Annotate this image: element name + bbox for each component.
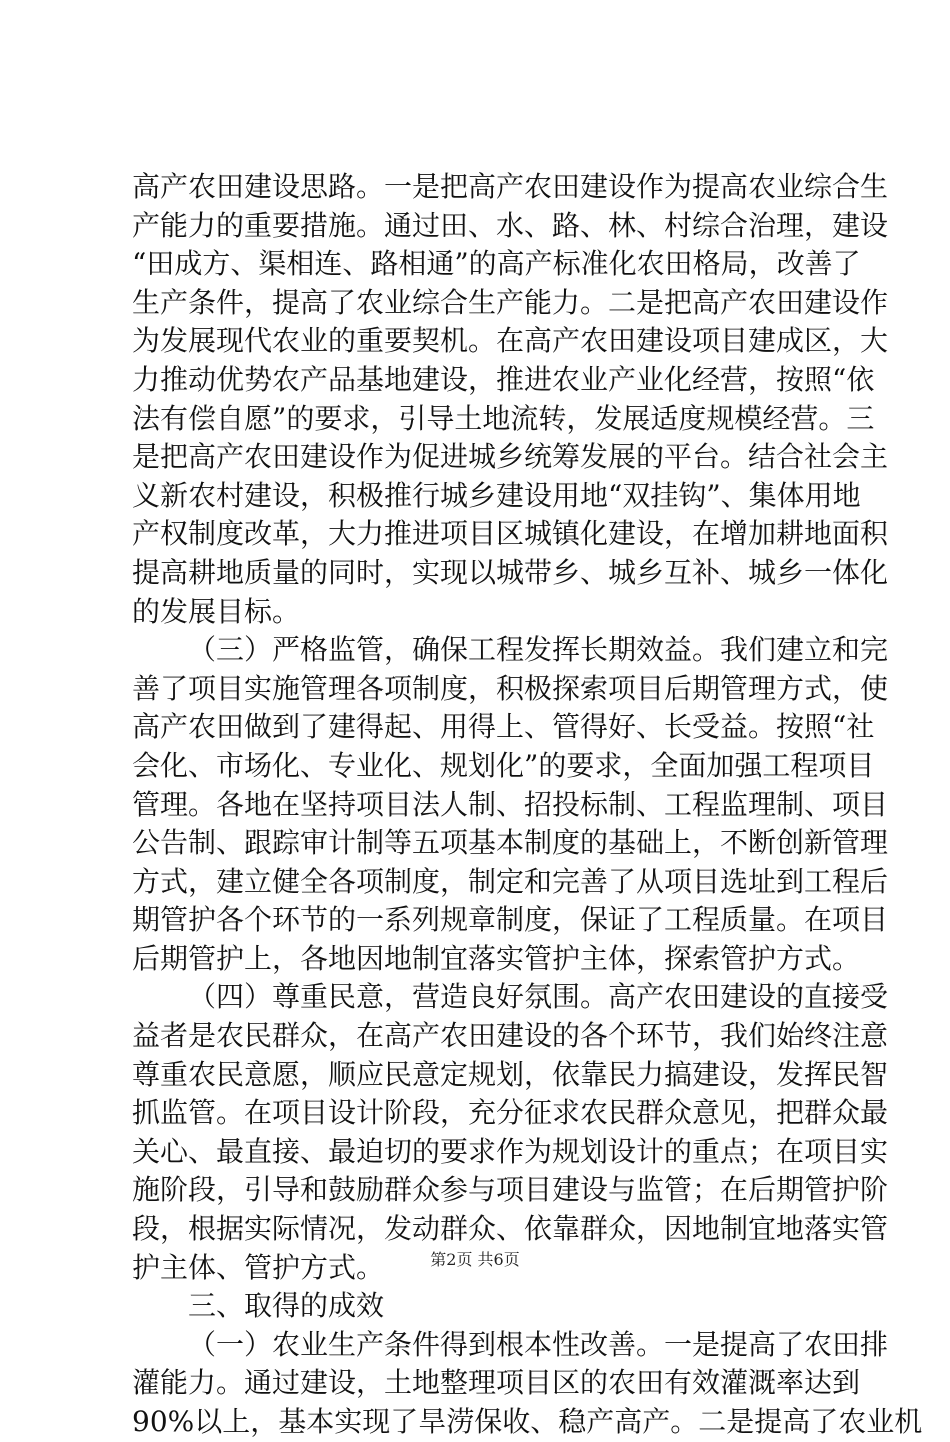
paragraph-line: 期管护各个环节的一系列规章制度，保证了工程质量。在项目 [132,903,889,937]
paragraph-line: 90%以上，基本实现了旱涝保收、稳产高产。二是提高了农业机 [132,1405,923,1438]
paragraph-line: “田成方、渠相连、路相通”的高产标准化农田格局，改善了 [132,247,861,281]
paragraph-line: 义新农村建设，积极推行城乡建设用地“双挂钩”、集体用地 [132,478,861,512]
paragraph-line: 后期管护上，各地因地制宜落实管护主体，探索管护方式。 [132,941,861,975]
paragraph-line: 产权制度改革，大力推进项目区城镇化建设，在增加耕地面积 [132,517,889,551]
paragraph-line: （三）严格监管，确保工程发挥长期效益。我们建立和完 [188,633,889,667]
paragraph-line: 方式，建立健全各项制度，制定和完善了从项目选址到工程后 [132,864,889,898]
paragraph-line: 为发展现代农业的重要契机。在高产农田建设项目建成区，大 [132,324,889,358]
paragraph-line: 生产条件，提高了农业综合生产能力。二是把高产农田建设作 [132,285,889,319]
paragraph-line: 关心、最直接、最迫切的要求作为规划设计的重点；在项目实 [132,1134,889,1168]
paragraph-line: 高产农田做到了建得起、用得上、管得好、长受益。按照“社 [132,710,875,744]
section-heading: 三、取得的成效 [188,1289,385,1323]
paragraph-line: 管理。各地在坚持项目法人制、招投标制、工程监理制、项目 [132,787,889,821]
paragraph-line: 善了项目实施管理各项制度，积极探索项目后期管理方式，使 [132,671,889,705]
paragraph-line: 益者是农民群众，在高产农田建设的各个环节，我们始终注意 [132,1019,889,1053]
paragraph-line: 施阶段，引导和鼓励群众参与项目建设与监管；在后期管护阶 [132,1173,889,1207]
paragraph-line: 力推动优势农产品基地建设，推进农业产业化经营，按照“依 [132,362,875,396]
paragraph-line: 高产农田建设思路。一是把高产农田建设作为提高农业综合生 [132,170,889,203]
paragraph-line: 法有偿自愿”的要求，引导土地流转，发展适度规模经营。三 [132,401,875,435]
paragraph-line: （一）农业生产条件得到根本性改善。一是提高了农田排 [188,1327,889,1361]
paragraph-line: 灌能力。通过建设，土地整理项目区的农田有效灌溉率达到 [132,1366,861,1400]
paragraph-line: 护主体、管护方式。 [132,1250,385,1284]
paragraph-line: 抓监管。在项目设计阶段，充分征求农民群众意见，把群众最 [132,1096,889,1130]
paragraph-line: 是把高产农田建设作为促进城乡统筹发展的平台。结合社会主 [132,440,889,474]
page-footer: 第2页 共6页 [430,1250,520,1269]
paragraph-line: 提高耕地质量的同时，实现以城带乡、城乡互补、城乡一体化 [132,555,889,589]
paragraph-line: 会化、市场化、专业化、规划化”的要求，全面加强工程项目 [132,748,875,782]
paragraph-line: 产能力的重要措施。通过田、水、路、林、村综合治理，建设 [132,208,889,242]
paragraph-line: 尊重农民意愿，顺应民意定规划，依靠民力搞建设，发挥民智 [132,1057,889,1091]
paragraph-line: （四）尊重民意，营造良好氛围。高产农田建设的直接受 [188,980,889,1014]
paragraph-line: 公告制、跟踪审计制等五项基本制度的基础上，不断创新管理 [132,826,889,860]
paragraph-line: 段，根据实际情况，发动群众、依靠群众，因地制宜地落实管 [132,1212,889,1246]
paragraph-line: 的发展目标。 [132,594,301,628]
